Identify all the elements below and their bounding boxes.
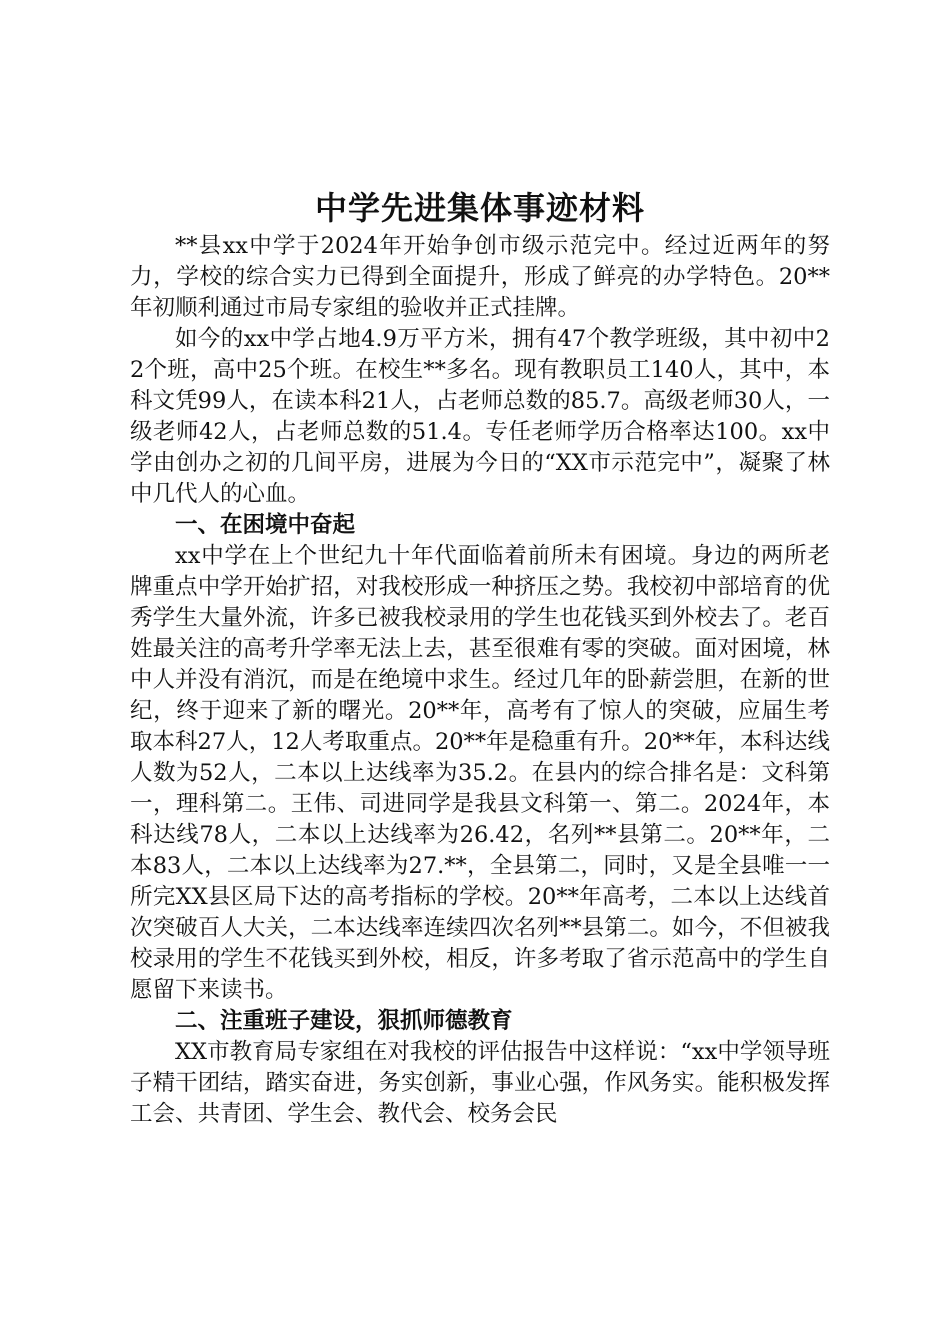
intro-paragraph: **县xx中学于2024年开始争创市级示范完中。经过近两年的努力，学校的综合实力已得到全面提升，形成了鲜亮的办学特色。20**年初顺利通过市局专家组的验收并正式挂牌。 <box>130 233 830 321</box>
section-heading-2: 二、注重班子建设，狠抓师德教育 <box>175 1008 513 1034</box>
document-page <box>130 186 830 1130</box>
school-overview-paragraph: 如今的xx中学占地4.9万平方米，拥有47个教学班级，其中初中22个班，高中25个班。在校生**多名。现有教职员工140人，其中，本科文凭99人，在读本科21人，占老师总数的85.7。高级老师30人，一级老师42人，占老师总数的51.4。专任老师学历合格率达100。xx中学由创办之初的几间平房，进展为今日的“XX市示范完中”，凝聚了林中几代人的心血。 <box>130 326 830 507</box>
section-2-paragraph: XX市教育局专家组在对我校的评估报告中这样说：“xx中学领导班子精干团结，踏实奋进，务实创新，事业心强，作风务实。能积极发挥工会、共青团、学生会、教代会、校务会民 <box>130 1039 830 1127</box>
document-title: 中学先进集体事迹材料 <box>314 189 645 227</box>
section-heading-1: 一、在困境中奋起 <box>175 512 356 538</box>
section-1-paragraph: xx中学在上个世纪九十年代面临着前所未有困境。身边的两所老牌重点中学开始扩招，对我校形成一种挤压之势。我校初中部培育的优秀学生大量外流，许多已被我校录用的学生也花钱买到外校去了。老百姓最关注的高考升学率无法上去，甚至很难有零的突破。面对困境，林中人并没有消沉，而是在绝境中求生。经过几年的卧薪尝胆，在新的世纪，终于迎来了新的曙光。20**年，高考有了惊人的突破，应届生考取本科27人，12人考取重点。20**年是稳重有升。20**年，本科达线人数为52人，二本以上达线率为35.2。在县内的综合排名是：文科第一，理科第二。王伟、司进同学是我县文科第一、第二。2024年，本科达线78人，二本以上达线率为26.42，名列**县第二。20**年，二本83人，二本以上达线率为27.**，全县第二，同时，又是全县唯一一所完XX县区局下达的高考指标的学校。20**年高考，二本以上达线首次突破百人大关，二本达线率连续四次名列**县第二。如今，不但被我校录用的学生不花钱买到外校，相反，许多考取了省示范高中的学生自愿留下来读书。 <box>130 543 830 1003</box>
